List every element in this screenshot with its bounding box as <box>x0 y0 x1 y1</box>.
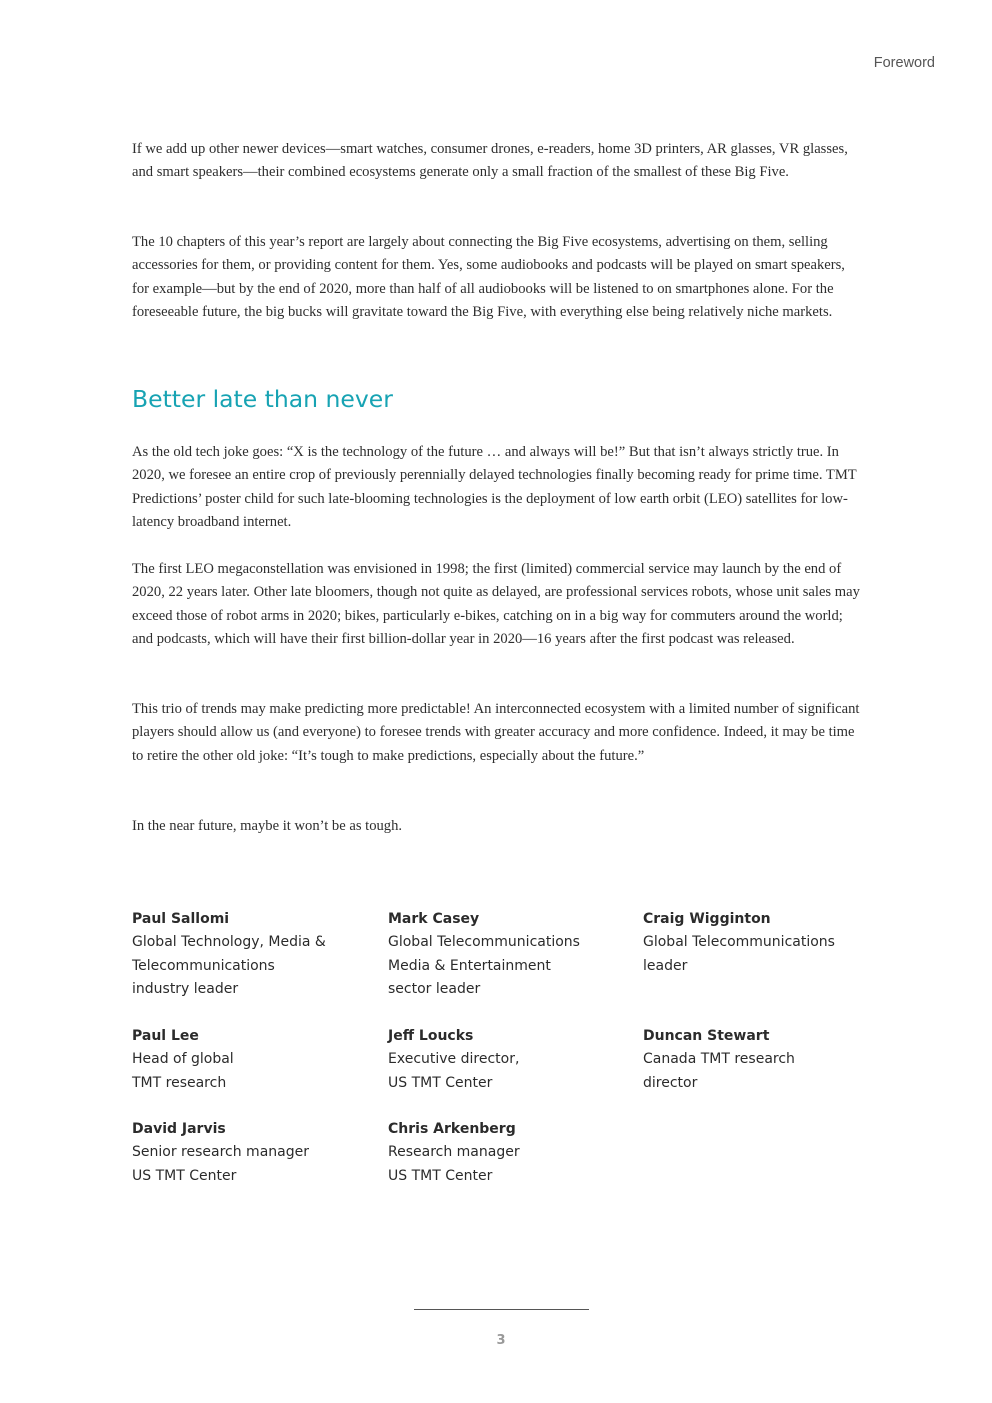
author-name: David Jarvis <box>132 1121 226 1137</box>
author-name: Duncan Stewart <box>643 1028 770 1044</box>
author-title-line: Senior research manager <box>132 1144 309 1161</box>
author-title-line: Global Telecommunications <box>643 934 835 951</box>
section-heading: Better late than never <box>132 385 393 413</box>
author-title-line: Global Telecommunications <box>388 934 580 951</box>
footer-divider <box>414 1309 589 1310</box>
author-title-line: sector leader <box>388 980 481 997</box>
author-title-line: US TMT Center <box>388 1167 493 1184</box>
author-title-line: Canada TMT research <box>643 1051 795 1068</box>
author-name: Chris Arkenberg <box>388 1121 516 1137</box>
body-paragraph: The 10 chapters of this year’s report are largely about connecting the Big Five ecosystems, advertising on them, selling accessories for them, or providing content for them. Yes, some audiobooks and podcasts will be played on smart speakers, for example—but by the end of 2020, more than half of all audiobooks will be listened to on smartphones alone. For the foreseeable future, the big bucks will gravitate toward the Big Five, with everything else being relatively niche markets. <box>132 234 845 320</box>
author-name: Craig Wigginton <box>643 911 771 927</box>
author-title-line: Head of global <box>132 1051 234 1068</box>
author-title-line: Global Technology, Media & <box>132 934 326 951</box>
author-title-line: leader <box>643 957 688 974</box>
author-name: Mark Casey <box>388 911 480 927</box>
author-card <box>643 1025 883 1095</box>
author-card <box>132 1025 372 1095</box>
author-card <box>643 908 883 978</box>
author-title-line: Research manager <box>388 1144 520 1161</box>
author-name: Paul Lee <box>132 1028 199 1044</box>
body-paragraph: The first LEO megaconstellation was envisioned in 1998; the first (limited) commercial service may launch by the end of 2020, 22 years later. Other late bloomers, though not quite as delayed, are professional services robots, whose unit sales may exceed those of robot arms in 2020; bikes, particularly e-bikes, catching on in a big way for commuters around the world; and podcasts, which will have their first billion-dollar year in 2020—16 years after the first podcast was released. <box>132 561 860 647</box>
author-card <box>132 1118 372 1188</box>
author-title-line: TMT research <box>132 1074 227 1091</box>
body-paragraph: This trio of trends may make predicting more predictable! An interconnected ecosystem with a limited number of significant players should allow us (and everyone) to foresee trends with greater accuracy and more confidence. Indeed, it may be time to retire the other old joke: “It’s tough to make predictions, especially about the future.” <box>132 701 860 764</box>
author-title-line: Executive director, <box>388 1051 520 1068</box>
author-card <box>388 908 628 1001</box>
running-header-title: Foreword <box>873 55 935 71</box>
author-title-line: industry leader <box>132 980 239 997</box>
body-paragraph: If we add up other newer devices—smart watches, consumer drones, e-readers, home 3D printers, AR glasses, VR glasses, and smart speakers—their combined ecosystems generate only a small fraction of the smallest of these Big Five. <box>132 141 848 181</box>
author-card <box>132 908 372 1001</box>
page-number: 3 <box>496 1333 506 1348</box>
author-title-line: US TMT Center <box>388 1074 493 1091</box>
author-card <box>388 1118 628 1188</box>
author-title-line: director <box>643 1074 698 1091</box>
author-title-line: Media & Entertainment <box>388 957 551 974</box>
body-paragraph: In the near future, maybe it won’t be as tough. <box>132 818 403 834</box>
author-card <box>388 1025 628 1095</box>
author-name: Paul Sallomi <box>132 911 230 927</box>
body-paragraph: As the old tech joke goes: “X is the technology of the future … and always will be!” But that isn’t always strictly true. In 2020, we foresee an entire crop of previously perennially delayed technologies finally becoming ready for prime time. TMT Predictions’ poster child for such late-blooming technologies is the deployment of low earth orbit (LEO) satellites for low-latency broadband internet. <box>132 444 857 530</box>
author-title-line: US TMT Center <box>132 1167 237 1184</box>
author-name: Jeff Loucks <box>388 1028 474 1044</box>
author-title-line: Telecommunications <box>132 957 275 974</box>
